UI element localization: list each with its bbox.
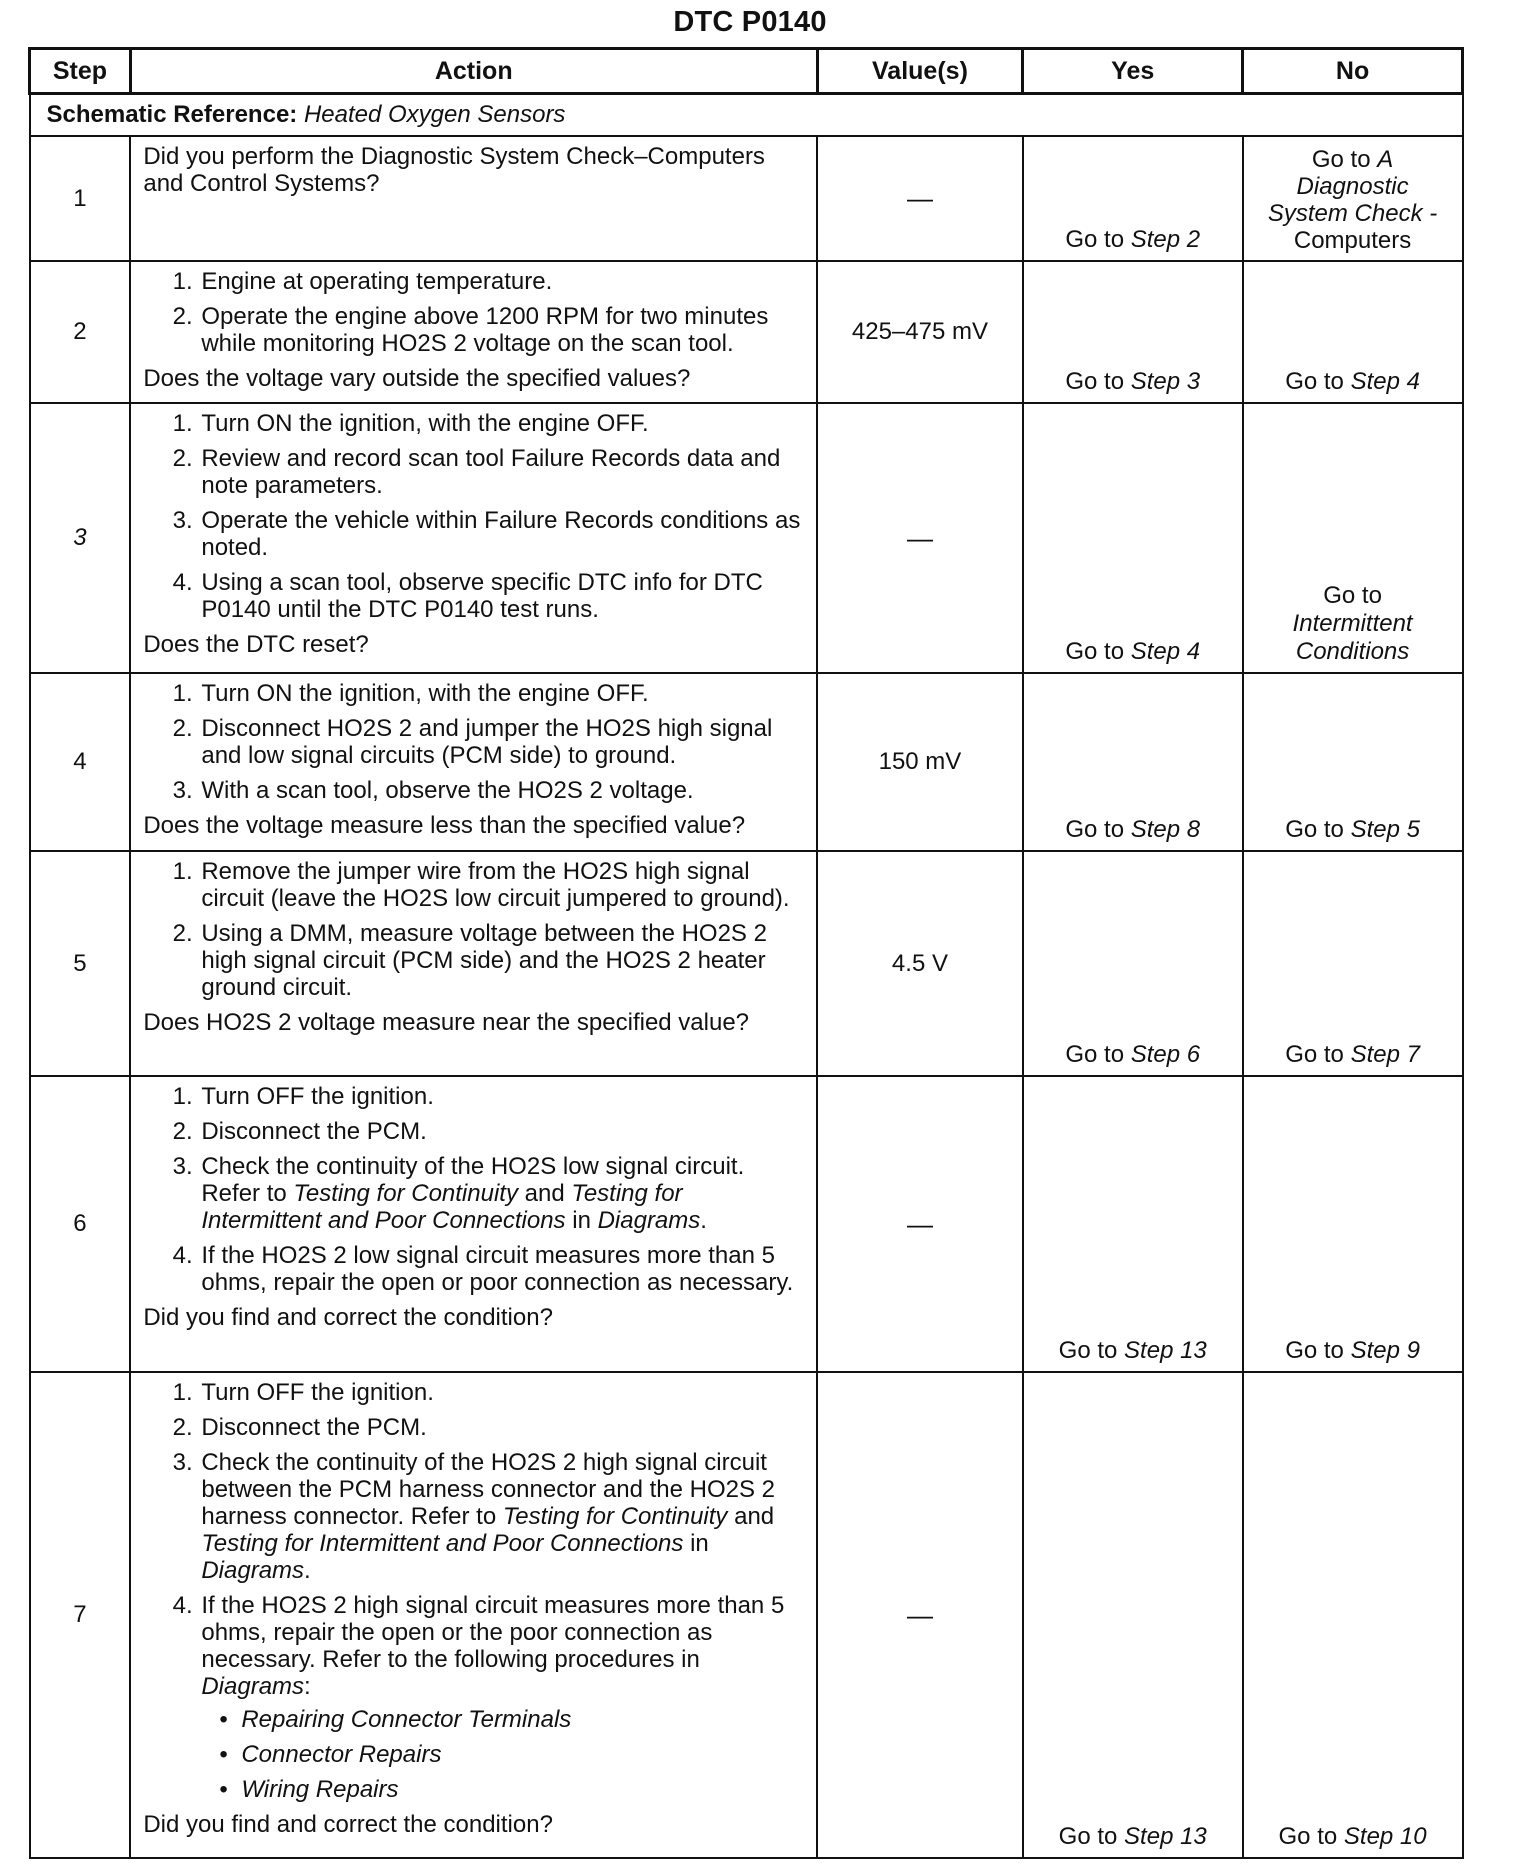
action-cell bbox=[130, 851, 817, 1076]
yes-step-link: Step 2 bbox=[1130, 226, 1201, 253]
step-number: 6 bbox=[30, 1076, 131, 1372]
action-item: 1. Turn OFF the ignition. bbox=[199, 1379, 808, 1406]
header-value: Value(s) bbox=[817, 49, 1023, 94]
table-row bbox=[30, 851, 1463, 1076]
value-cell: — bbox=[817, 1076, 1023, 1372]
action-item: 3. With a scan tool, observe the HO2S 2 voltage. bbox=[199, 777, 808, 804]
action-cell bbox=[130, 136, 817, 261]
no-cell: Go to Step 5 bbox=[1243, 673, 1463, 851]
schematic-reference-row bbox=[30, 94, 1463, 137]
table-row bbox=[30, 1076, 1463, 1372]
step-number: 2 bbox=[30, 261, 131, 403]
yes-cell: Go to Step 2 bbox=[1023, 136, 1243, 261]
action-item: 1. Turn OFF the ignition. bbox=[199, 1083, 808, 1110]
procedure-item: • Wiring Repairs bbox=[239, 1776, 808, 1803]
header-no: No bbox=[1243, 49, 1463, 94]
table-row bbox=[30, 403, 1463, 673]
no-cell: Go to Step 4 bbox=[1243, 261, 1463, 403]
action-question: Did you find and correct the condition? bbox=[143, 1811, 553, 1838]
action-question: Did you perform the Diagnostic System Check–Computers and Control Systems? bbox=[143, 143, 765, 197]
action-cell bbox=[130, 673, 817, 851]
yes-cell: Go to Step 13 bbox=[1023, 1372, 1243, 1858]
table-row bbox=[30, 673, 1463, 851]
action-item: 4. Using a scan tool, observe specific DTC info for DTC P0140 until the DTC P0140 test runs. bbox=[199, 569, 808, 623]
action-item: 3. Check the continuity of the HO2S low signal circuit. Refer to Testing for Continuity and Testing for Intermittent and Poor Connections in Diagrams. bbox=[199, 1153, 808, 1234]
action-question: Does the voltage measure less than the specified value? bbox=[143, 812, 746, 839]
procedure-item: • Repairing Connector Terminals bbox=[239, 1706, 808, 1733]
action-item: 1. Turn ON the ignition, with the engine OFF. bbox=[199, 680, 808, 707]
no-cell: Go to Step 9 bbox=[1243, 1076, 1463, 1372]
action-cell bbox=[130, 1372, 817, 1858]
action-item: 1. Remove the jumper wire from the HO2S high signal circuit (leave the HO2S low circuit jumpered to ground). bbox=[199, 858, 808, 912]
step-number: 1 bbox=[30, 136, 131, 261]
action-question: Does HO2S 2 voltage measure near the specified value? bbox=[143, 1009, 750, 1036]
value-cell: — bbox=[817, 136, 1023, 261]
diagnostic-table bbox=[28, 47, 1464, 1859]
action-item: 2. Review and record scan tool Failure Records data and note parameters. bbox=[199, 445, 808, 499]
action-question: Did you find and correct the condition? bbox=[143, 1304, 553, 1331]
action-item: 1. Turn ON the ignition, with the engine OFF. bbox=[199, 410, 808, 437]
value-cell: 150 mV bbox=[817, 673, 1023, 851]
yes-cell: Go to Step 3 bbox=[1023, 261, 1243, 403]
no-cell: Go to Step 10 bbox=[1243, 1372, 1463, 1858]
table-header-row bbox=[30, 49, 1463, 94]
action-question: Does the DTC reset? bbox=[143, 631, 369, 658]
action-item: 2. Disconnect the PCM. bbox=[199, 1118, 808, 1145]
action-item: 2. Operate the engine above 1200 RPM for two minutes while monitoring HO2S 2 voltage on the scan tool. bbox=[199, 303, 808, 357]
no-cell: Go to Intermittent Conditions bbox=[1243, 403, 1463, 673]
header-action: Action bbox=[130, 49, 817, 94]
action-cell bbox=[130, 1076, 817, 1372]
yes-cell: Go to Step 8 bbox=[1023, 673, 1243, 851]
action-item: 1. Engine at operating temperature. bbox=[199, 268, 808, 295]
step-number: 5 bbox=[30, 851, 131, 1076]
action-item: 4. If the HO2S 2 high signal circuit measures more than 5 ohms, repair the open or the poor connection as necessary. Refer to the following procedures in Diagrams: • Repairing Connector Terminals • Connector Repairs • Wiring Repairs bbox=[199, 1592, 808, 1803]
no-cell: Go to Step 7 bbox=[1243, 851, 1463, 1076]
value-cell: — bbox=[817, 403, 1023, 673]
no-cell: Go to A Diagnostic System Check - Computers bbox=[1243, 136, 1463, 261]
table-row bbox=[30, 136, 1463, 261]
action-item: 3. Operate the vehicle within Failure Records conditions as noted. bbox=[199, 507, 808, 561]
header-yes: Yes bbox=[1023, 49, 1243, 94]
yes-cell: Go to Step 6 bbox=[1023, 851, 1243, 1076]
schematic-value: Heated Oxygen Sensors bbox=[303, 101, 566, 128]
step-number: 3 bbox=[30, 403, 131, 673]
schematic-label: Schematic Reference: bbox=[46, 101, 298, 128]
yes-cell: Go to Step 13 bbox=[1023, 1076, 1243, 1372]
action-item: 2. Disconnect the PCM. bbox=[199, 1414, 808, 1441]
procedure-list bbox=[201, 1706, 808, 1803]
procedure-item: • Connector Repairs bbox=[239, 1741, 808, 1768]
step-number: 7 bbox=[30, 1372, 131, 1858]
value-cell: 4.5 V bbox=[817, 851, 1023, 1076]
page-title: DTC P0140 bbox=[673, 6, 827, 38]
schematic-reference bbox=[30, 94, 1463, 137]
table-row bbox=[30, 261, 1463, 403]
yes-cell: Go to Step 4 bbox=[1023, 403, 1243, 673]
header-step: Step bbox=[30, 49, 131, 94]
action-item: 2. Disconnect HO2S 2 and jumper the HO2S high signal and low signal circuits (PCM side) to ground. bbox=[199, 715, 808, 769]
action-item: 2. Using a DMM, measure voltage between the HO2S 2 high signal circuit (PCM side) and the HO2S 2 heater ground circuit. bbox=[199, 920, 808, 1001]
action-question: Does the voltage vary outside the specified values? bbox=[143, 365, 691, 392]
step-number: 4 bbox=[30, 673, 131, 851]
action-cell bbox=[130, 261, 817, 403]
table-row bbox=[30, 1372, 1463, 1858]
value-cell: — bbox=[817, 1372, 1023, 1858]
action-cell bbox=[130, 403, 817, 673]
action-item: 3. Check the continuity of the HO2S 2 high signal circuit between the PCM harness connector and the HO2S 2 harness connector. Refer to Testing for Continuity and Testing for Intermittent and Poor Connections in Diagrams. bbox=[199, 1449, 808, 1584]
action-item: 4. If the HO2S 2 low signal circuit measures more than 5 ohms, repair the open or poor connection as necessary. bbox=[199, 1242, 808, 1296]
value-cell: 425–475 mV bbox=[817, 261, 1023, 403]
